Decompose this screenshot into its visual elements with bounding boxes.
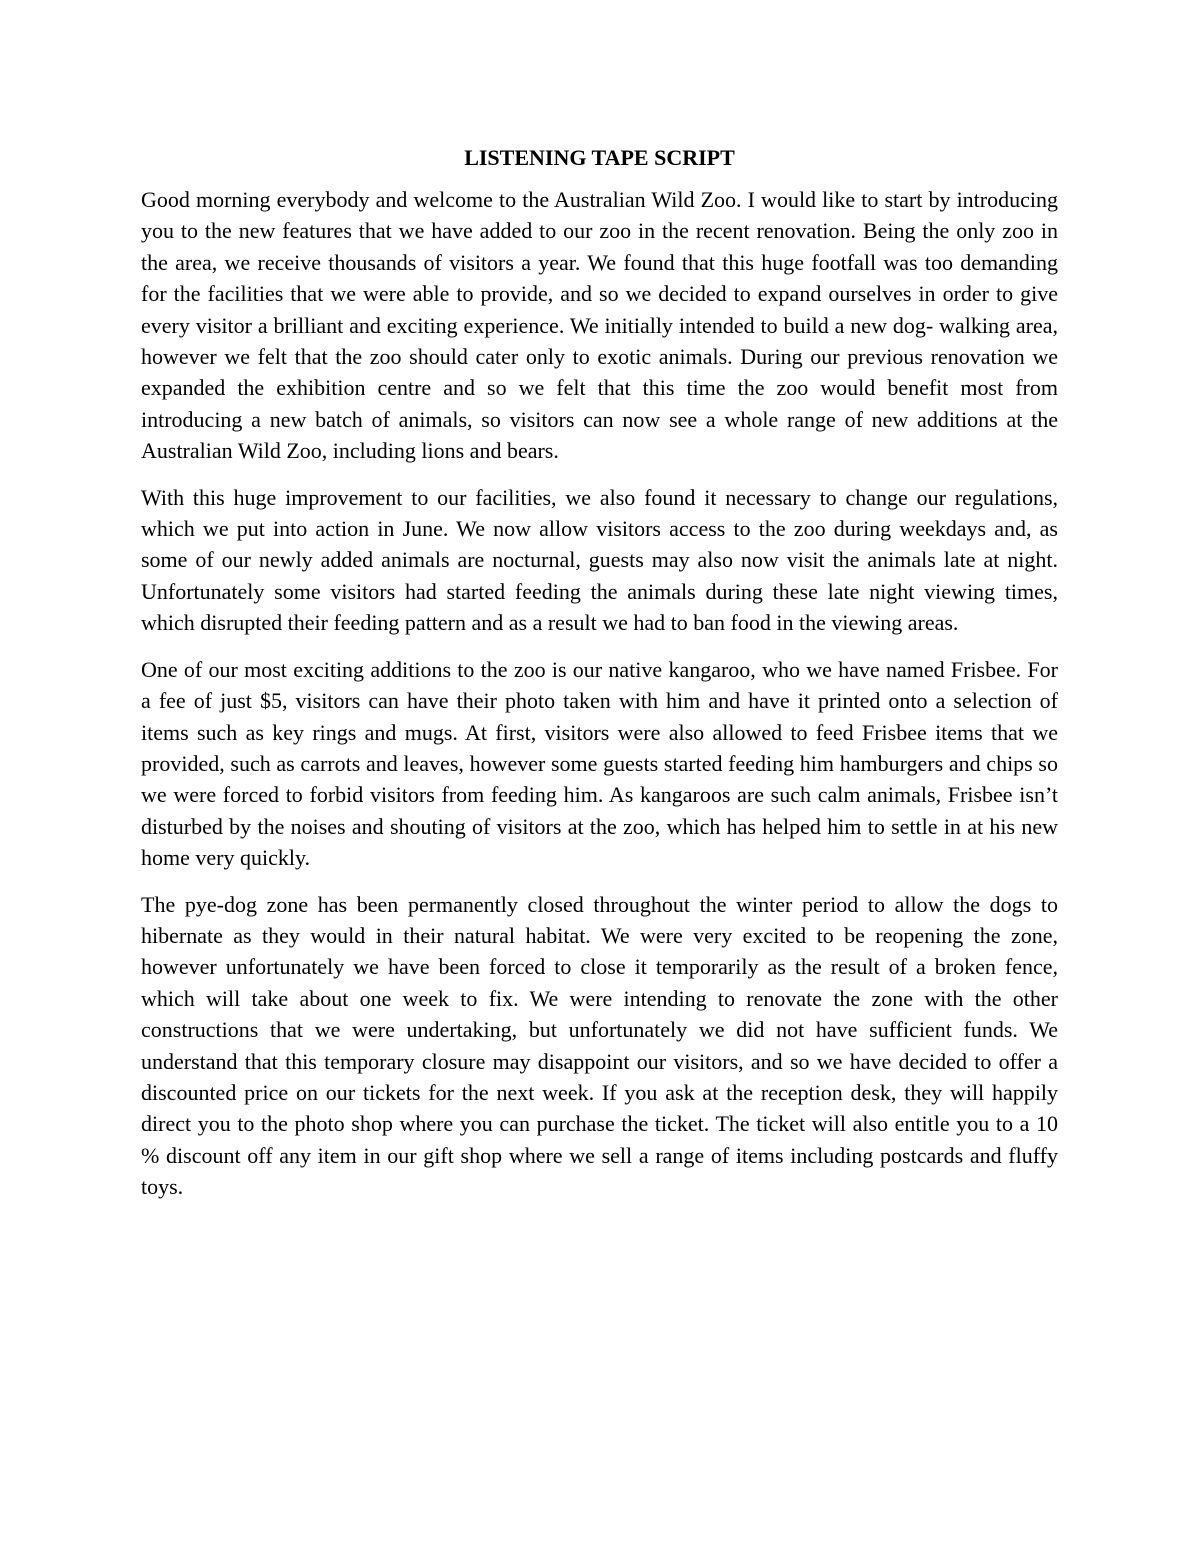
- paragraph-2: With this huge improvement to our facilities, we also found it necessary to change our regulations, which we put into action in June. We now allow visitors access to the zoo during weekdays and, as some of our newly added animals are nocturnal, guests may also now visit the animals late at night. Unfortunately some visitors had started feeding the animals during these late night viewing times, which disrupted their feeding pattern and as a result we had to ban food in the viewing areas.: [141, 484, 1058, 636]
- paragraph-1: Good morning everybody and welcome to the Australian Wild Zoo. I would like to start by introducing you to the new features that we have added to our zoo in the recent renovation. Being the only zoo in the area, we receive thousands of visitors a year. We found that this huge footfall was too demanding for the facilities that we were able to provide, and so we decided to expand ourselves in order to give every visitor a brilliant and exciting experience. We initially intended to build a new dog- walking area, however we felt that the zoo should cater only to exotic animals. During our previous renovation we expanded the exhibition centre and so we felt that this time the zoo would benefit most from introducing a new batch of animals, so visitors can now see a whole range of new additions at the Australian Wild Zoo, including lions and bears.: [141, 187, 1058, 464]
- document-page: [141, 140, 1058, 1218]
- document-title: LISTENING TAPE SCRIPT: [464, 145, 735, 170]
- paragraph-3: One of our most exciting additions to the zoo is our native kangaroo, who we have named Frisbee. For a fee of just $5, visitors can have their photo taken with him and have it printed onto a selection of items such as key rings and mugs. At first, visitors were also allowed to feed Frisbee items that we provided, such as carrots and leaves, however some guests started feeding him hamburgers and chips so we were forced to forbid visitors from feeding him. As kangaroos are such calm animals, Frisbee isn’t disturbed by the noises and shouting of visitors at the zoo, which has helped him to settle in at his new home very quickly.: [141, 656, 1058, 871]
- paragraph-4: The pye-dog zone has been permanently closed throughout the winter period to allow the dogs to hibernate as they would in their natural habitat. We were very excited to be reopening the zone, however unfortunately we have been forced to close it temporarily as the result of a broken fence, which will take about one week to fix. We were intending to renovate the zone with the other constructions that we were undertaking, but unfortunately we did not have sufficient funds. We understand that this temporary closure may disappoint our visitors, and so we have decided to offer a discounted price on our tickets for the next week. If you ask at the reception desk, they will happily direct you to the photo shop where you can purchase the ticket. The ticket will also entitle you to a 10 % discount off any item in our gift shop where we sell a range of items including postcards and fluffy toys.: [141, 891, 1058, 1200]
